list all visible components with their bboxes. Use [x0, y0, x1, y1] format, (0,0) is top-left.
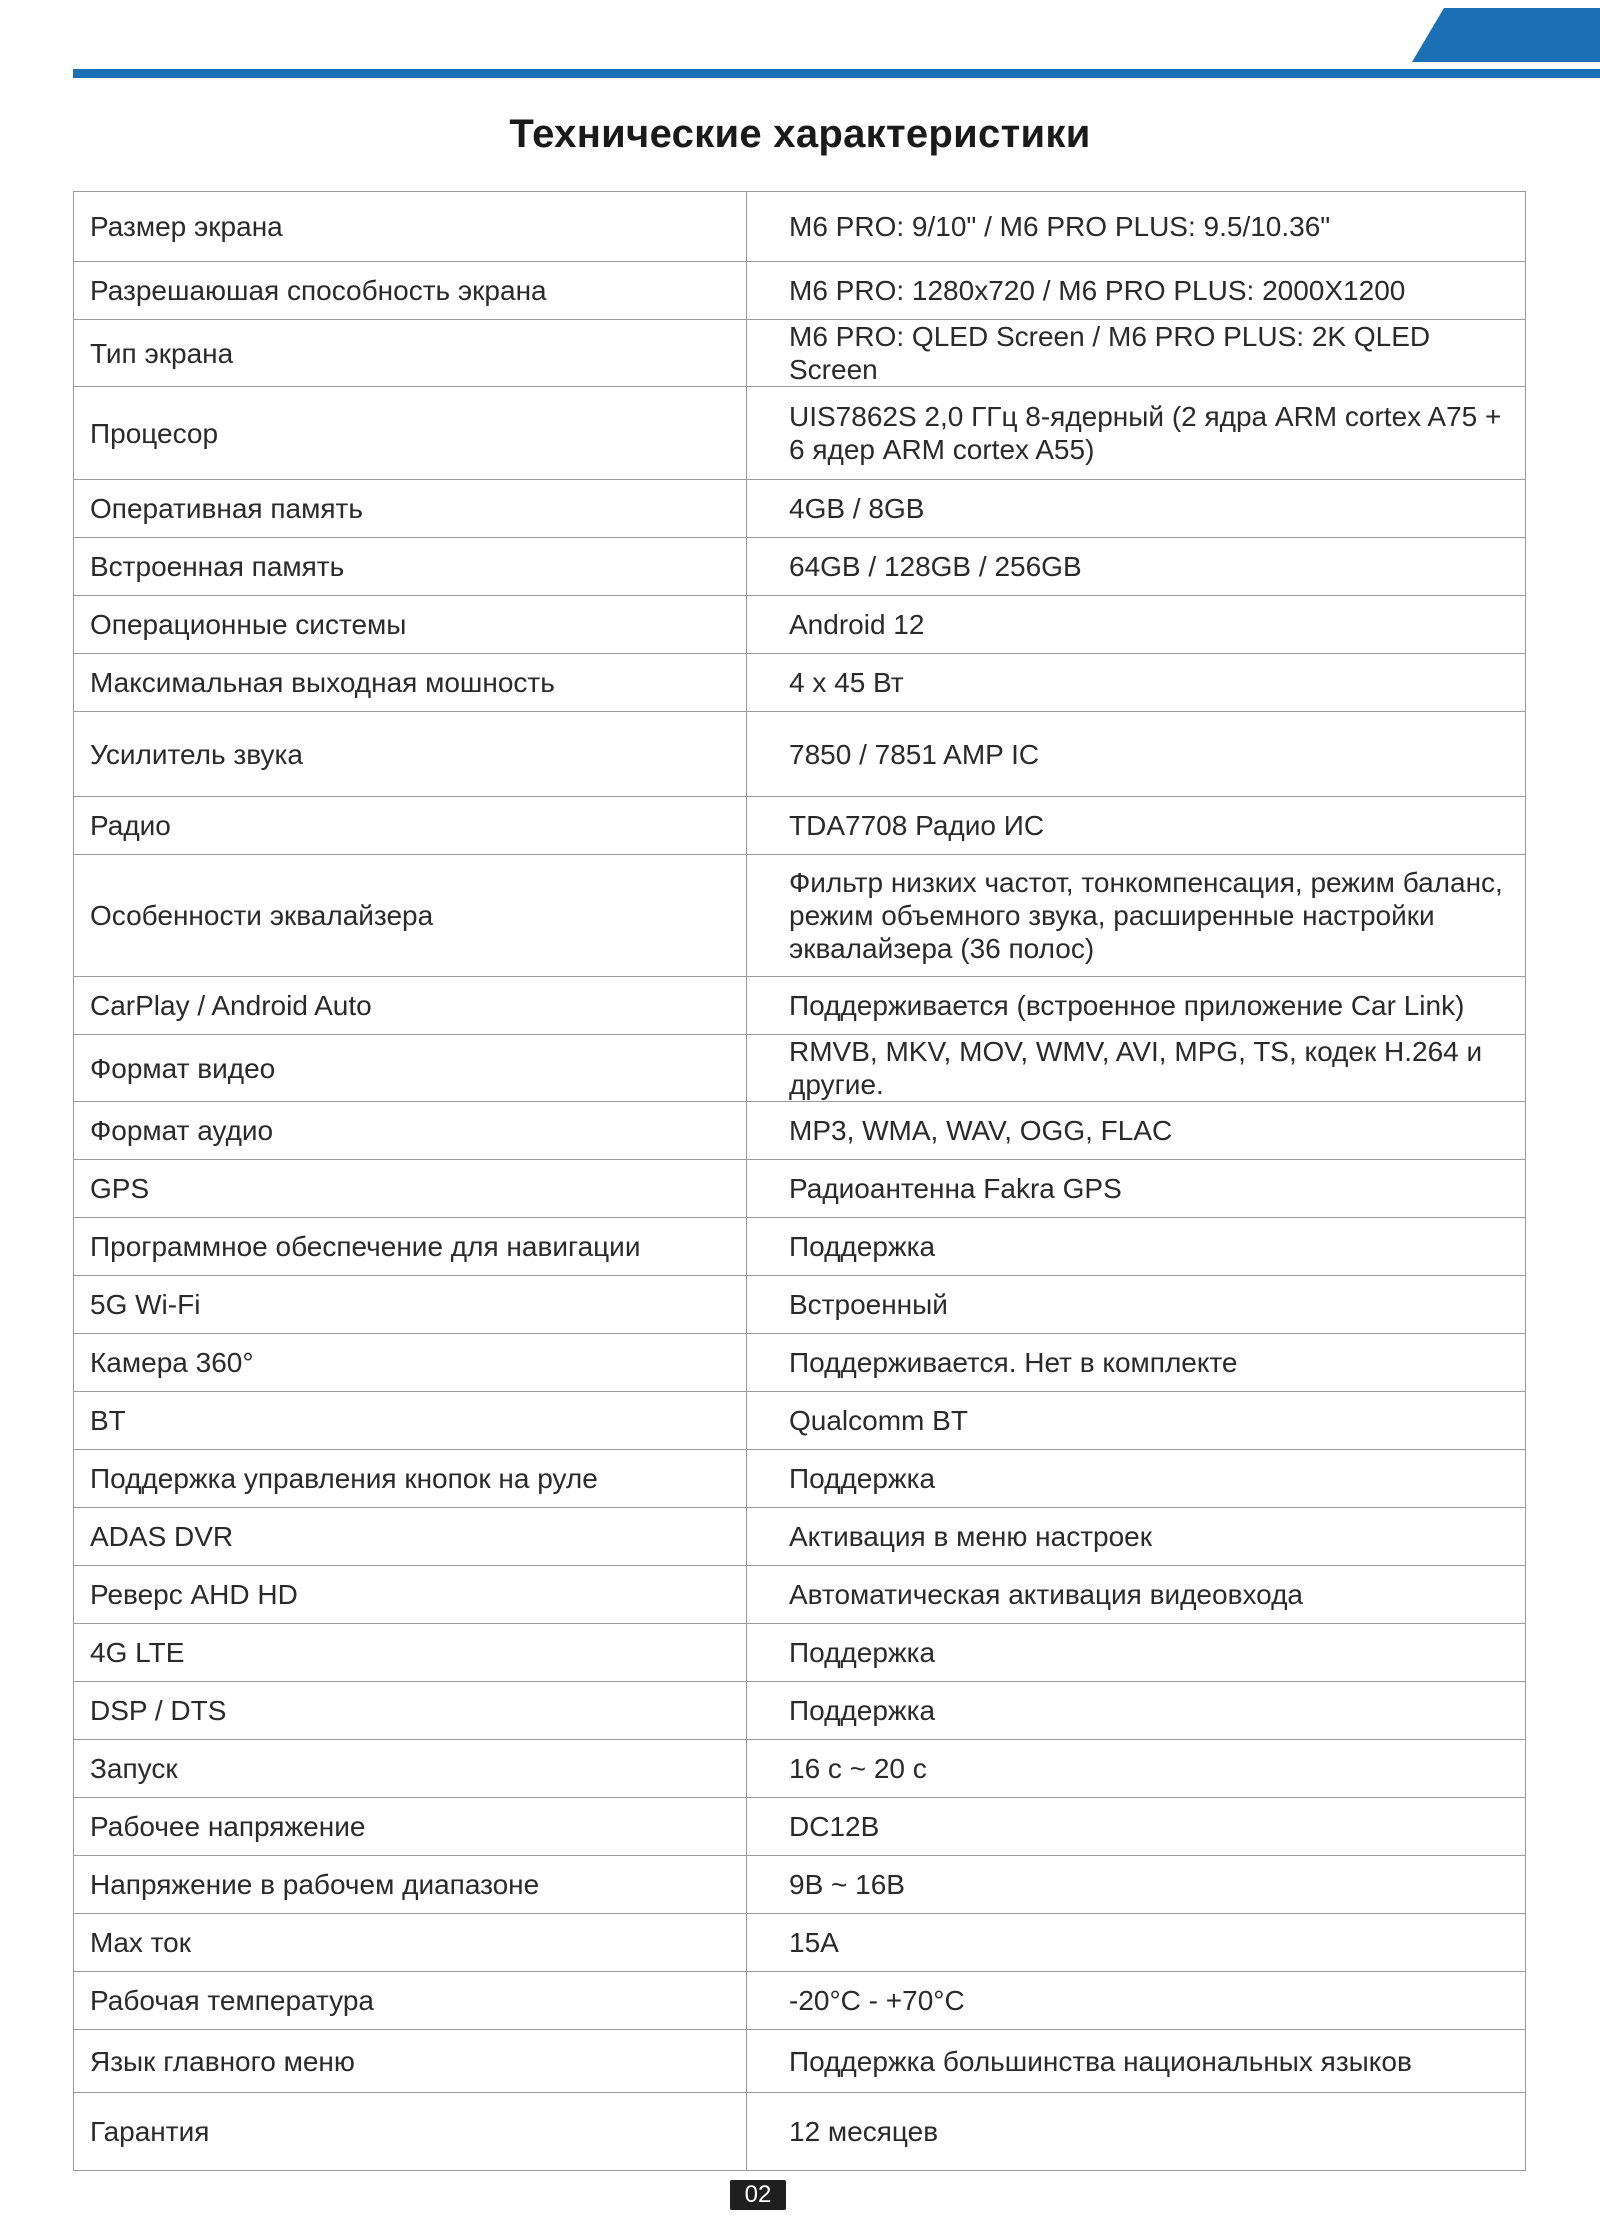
- spec-row: [74, 1914, 1526, 1972]
- spec-row: [74, 596, 1526, 654]
- spec-value: 4GB / 8GB: [747, 480, 1526, 538]
- spec-value: MP3, WMA, WAV, OGG, FLAC: [747, 1102, 1526, 1160]
- spec-value: Активация в меню настроек: [747, 1508, 1526, 1566]
- spec-label: Формат видео: [74, 1035, 747, 1102]
- spec-row: [74, 538, 1526, 596]
- spec-row: [74, 1798, 1526, 1856]
- spec-value: 7850 / 7851 AMP IC: [747, 712, 1526, 797]
- spec-label: Усилитель звука: [74, 712, 747, 797]
- spec-value: Поддержка: [747, 1624, 1526, 1682]
- spec-value: Поддерживается (встроенное приложение Car Link): [747, 977, 1526, 1035]
- spec-row: [74, 1334, 1526, 1392]
- spec-label: 5G Wi-Fi: [74, 1276, 747, 1334]
- spec-table: [73, 191, 1526, 2171]
- spec-value: 12 месяцев: [747, 2093, 1526, 2171]
- spec-label: Гарантия: [74, 2093, 747, 2171]
- spec-value: Поддержка: [747, 1450, 1526, 1508]
- spec-value: Поддержка: [747, 1218, 1526, 1276]
- spec-row: [74, 1450, 1526, 1508]
- spec-row: [74, 1160, 1526, 1218]
- spec-value: Встроенный: [747, 1276, 1526, 1334]
- spec-value: M6 PRO: 9/10" / M6 PRO PLUS: 9.5/10.36": [747, 192, 1526, 262]
- spec-label: Запуск: [74, 1740, 747, 1798]
- spec-label: 4G LTE: [74, 1624, 747, 1682]
- spec-row: [74, 654, 1526, 712]
- spec-value: 64GB / 128GB / 256GB: [747, 538, 1526, 596]
- spec-row: [74, 1218, 1526, 1276]
- spec-value: M6 PRO: 1280x720 / M6 PRO PLUS: 2000X1200: [747, 262, 1526, 320]
- spec-value: M6 PRO: QLED Screen / M6 PRO PLUS: 2K QLED Screen: [747, 320, 1526, 387]
- spec-row: [74, 1035, 1526, 1102]
- spec-label: Оперативная память: [74, 480, 747, 538]
- spec-label: Размер экрана: [74, 192, 747, 262]
- spec-row: [74, 977, 1526, 1035]
- spec-row: [74, 2030, 1526, 2093]
- spec-row: [74, 1972, 1526, 2030]
- spec-value: Поддержка большинства национальных языков: [747, 2030, 1526, 2093]
- spec-label: ADAS DVR: [74, 1508, 747, 1566]
- spec-label: Разрешаюшая способность экрана: [74, 262, 747, 320]
- header-accent-tab: [1412, 8, 1600, 62]
- spec-label: Максимальная выходная мошность: [74, 654, 747, 712]
- spec-row: [74, 1102, 1526, 1160]
- spec-table-body: [74, 192, 1526, 2171]
- spec-label: BT: [74, 1392, 747, 1450]
- spec-label: Встроенная память: [74, 538, 747, 596]
- spec-label: Камера 360°: [74, 1334, 747, 1392]
- spec-row: [74, 320, 1526, 387]
- spec-value: Фильтр низких частот, тонкомпенсация, режим баланс, режим объемного звука, расширенные настройки эквалайзера (36 полос): [747, 855, 1526, 977]
- spec-row: [74, 1508, 1526, 1566]
- spec-row: [74, 712, 1526, 797]
- spec-label: Операционные системы: [74, 596, 747, 654]
- spec-row: [74, 797, 1526, 855]
- spec-row: [74, 480, 1526, 538]
- spec-row: [74, 1276, 1526, 1334]
- spec-value: UIS7862S 2,0 ГГц 8-ядерный (2 ядра ARM cortex A75 + 6 ядер ARM cortex A55): [747, 387, 1526, 480]
- spec-label: Рабочее напряжение: [74, 1798, 747, 1856]
- header-accent-bar: [73, 69, 1600, 78]
- spec-label: Рабочая температура: [74, 1972, 747, 2030]
- spec-label: Напряжение в рабочем диапазоне: [74, 1856, 747, 1914]
- spec-row: [74, 1392, 1526, 1450]
- spec-row: [74, 387, 1526, 480]
- spec-label: Программное обеспечение для навигации: [74, 1218, 747, 1276]
- spec-value: DC12B: [747, 1798, 1526, 1856]
- spec-label: Поддержка управления кнопок на руле: [74, 1450, 747, 1508]
- spec-label: CarPlay / Android Auto: [74, 977, 747, 1035]
- spec-value: TDA7708 Радио ИС: [747, 797, 1526, 855]
- spec-row: [74, 262, 1526, 320]
- spec-value: 9B ~ 16B: [747, 1856, 1526, 1914]
- spec-row: [74, 1856, 1526, 1914]
- spec-label: Max ток: [74, 1914, 747, 1972]
- spec-value: RMVB, MKV, MOV, WMV, AVI, MPG, TS, кодек H.264 и другие.: [747, 1035, 1526, 1102]
- spec-row: [74, 192, 1526, 262]
- spec-label: Особенности эквалайзера: [74, 855, 747, 977]
- spec-value: Автоматическая активация видеовхода: [747, 1566, 1526, 1624]
- spec-row: [74, 2093, 1526, 2171]
- spec-value: 15A: [747, 1914, 1526, 1972]
- spec-value: Поддержка: [747, 1682, 1526, 1740]
- spec-row: [74, 1740, 1526, 1798]
- page-number-badge: 02: [730, 2180, 786, 2210]
- spec-label: Радио: [74, 797, 747, 855]
- spec-label: Реверс AHD HD: [74, 1566, 747, 1624]
- spec-label: GPS: [74, 1160, 747, 1218]
- spec-value: 16 с ~ 20 с: [747, 1740, 1526, 1798]
- spec-row: [74, 855, 1526, 977]
- spec-label: Тип экрана: [74, 320, 747, 387]
- spec-label: Формат аудио: [74, 1102, 747, 1160]
- page-title: Технические характеристики: [509, 112, 1091, 156]
- spec-label: Процесор: [74, 387, 747, 480]
- spec-value: -20°C - +70°C: [747, 1972, 1526, 2030]
- spec-row: [74, 1624, 1526, 1682]
- spec-value: Поддерживается. Нет в комплекте: [747, 1334, 1526, 1392]
- spec-value: Qualcomm BT: [747, 1392, 1526, 1450]
- spec-value: 4 x 45 Вт: [747, 654, 1526, 712]
- spec-label: Язык главного меню: [74, 2030, 747, 2093]
- spec-row: [74, 1682, 1526, 1740]
- spec-row: [74, 1566, 1526, 1624]
- spec-label: DSP / DTS: [74, 1682, 747, 1740]
- spec-value: Радиоантенна Fakra GPS: [747, 1160, 1526, 1218]
- spec-value: Android 12: [747, 596, 1526, 654]
